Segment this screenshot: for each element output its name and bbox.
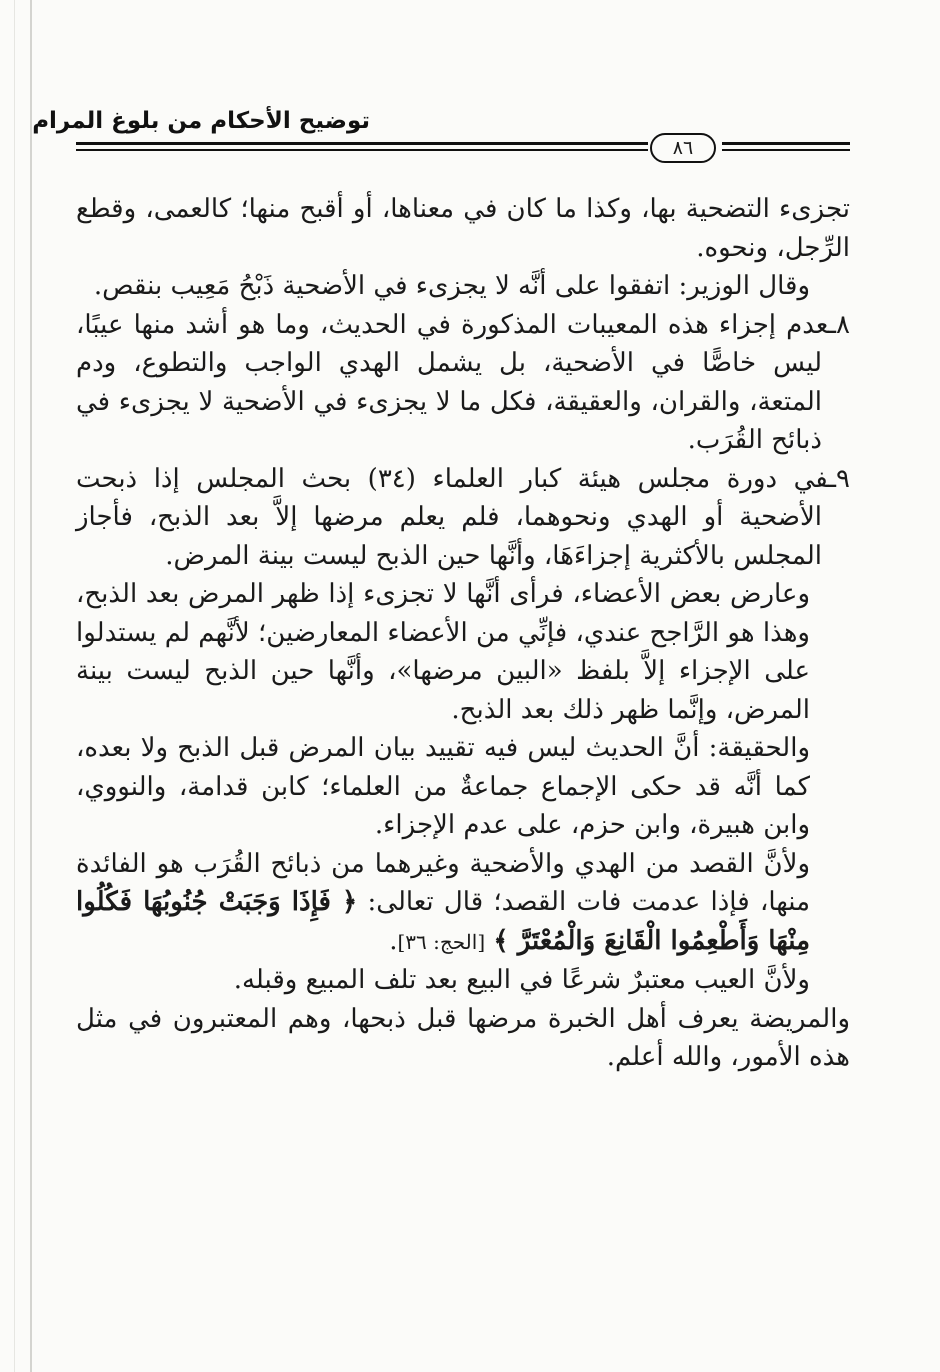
numbered-item-8 [76, 306, 850, 460]
page-number: ٨٦ [650, 133, 716, 163]
verse-source: [الحج: ٣٦] [397, 929, 486, 954]
running-header-title: توضيح الأحكام من بلوغ المرام [32, 108, 370, 134]
header-rule-right [722, 142, 850, 156]
paragraph-with-quran [76, 845, 850, 962]
item-text: عدم إجزاء هذه المعيبات المذكورة في الحديث، وما هو أشد منها عيبًا، ليس خاصًّا في الأضحية، بل يشمل الهدي الواجب والتطوع، ودم المتعة، والقران، والعقيقة، فكل ما لا يجزىء في الأضحية لا يجزىء في ذبائح القُرَب. [76, 309, 829, 455]
scan-edge-line [30, 0, 32, 1372]
paragraph: وقال الوزير: اتفقوا على أنَّه لا يجزىء في الأضحية ذَبْحُ مَعِيب بنقص. [93, 271, 810, 301]
paragraph: تجزىء التضحية بها، وكذا ما كان في معناها، أو أقبح منها؛ كالعمى، وقطع الرِّجل، ونحوه. [76, 194, 850, 263]
quran-verse: ﴿ فَإِذَا وَجَبَتْ جُنُوبُهَا فَكُلُوا مِنْهَا وَأَطْعِمُوا الْقَانِعَ وَالْمُعْتَرَّ ﴾ [76, 887, 810, 956]
header-rule-left [76, 142, 648, 156]
item-number: ٨ـ [828, 309, 850, 340]
item-text: في دورة مجلس هيئة كبار العلماء (٣٤) بحث المجلس إذا ذبحت الأضحية أو الهدي ونحوهما، فلم يعلم مرضها إلاَّ بعد الذبح، فأجاز المجلس بالأكثرية إجزاءَهَا، وأنَّها حين الذبح ليست بينة المرض. [76, 463, 829, 571]
paragraph: ولأنَّ العيب معتبرٌ شرعًا في البيع بعد تلف المبيع وقبله. [233, 965, 810, 995]
paragraph-end: . [389, 925, 398, 956]
paragraph: وعارض بعض الأعضاء، فرأى أنَّها لا تجزىء إذا ظهر المرض بعد الذبح، وهذا هو الرَّاجح عندي، فإنِّي من الأعضاء المعارضين؛ لأنَّهم لم يستدلوا على الإجزاء إلاَّ بلفظ «البين مرضها»، وأنَّها حين الذبح ليست بينة المرض، وإنَّما ظهر ذلك بعد الذبح. [76, 579, 810, 725]
numbered-item-9 [76, 460, 850, 576]
item-number: ٩ـ [828, 463, 850, 494]
page-body [76, 190, 850, 1077]
paragraph: والحقيقة: أنَّ الحديث ليس فيه تقييد بيان المرض قبل الذبح ولا بعده، كما أنَّه قد حكى الإجماع جماعةٌ من العلماء؛ كابن قدامة، والنووي، وابن هبيرة، وابن حزم، على عدم الإجزاء. [76, 733, 810, 840]
paragraph-lead: ولأنَّ القصد من الهدي والأضحية وغيرهما من ذبائح القُرَب هو الفائدة منها، فإذا عدمت فات القصد؛ قال تعالى: [76, 848, 811, 917]
paragraph: والمريضة يعرف أهل الخبرة مرضها قبل ذبحها، وهم المعتبرون في مثل هذه الأمور، والله أعلم. [76, 1003, 850, 1072]
scan-edge-line [14, 0, 15, 1372]
